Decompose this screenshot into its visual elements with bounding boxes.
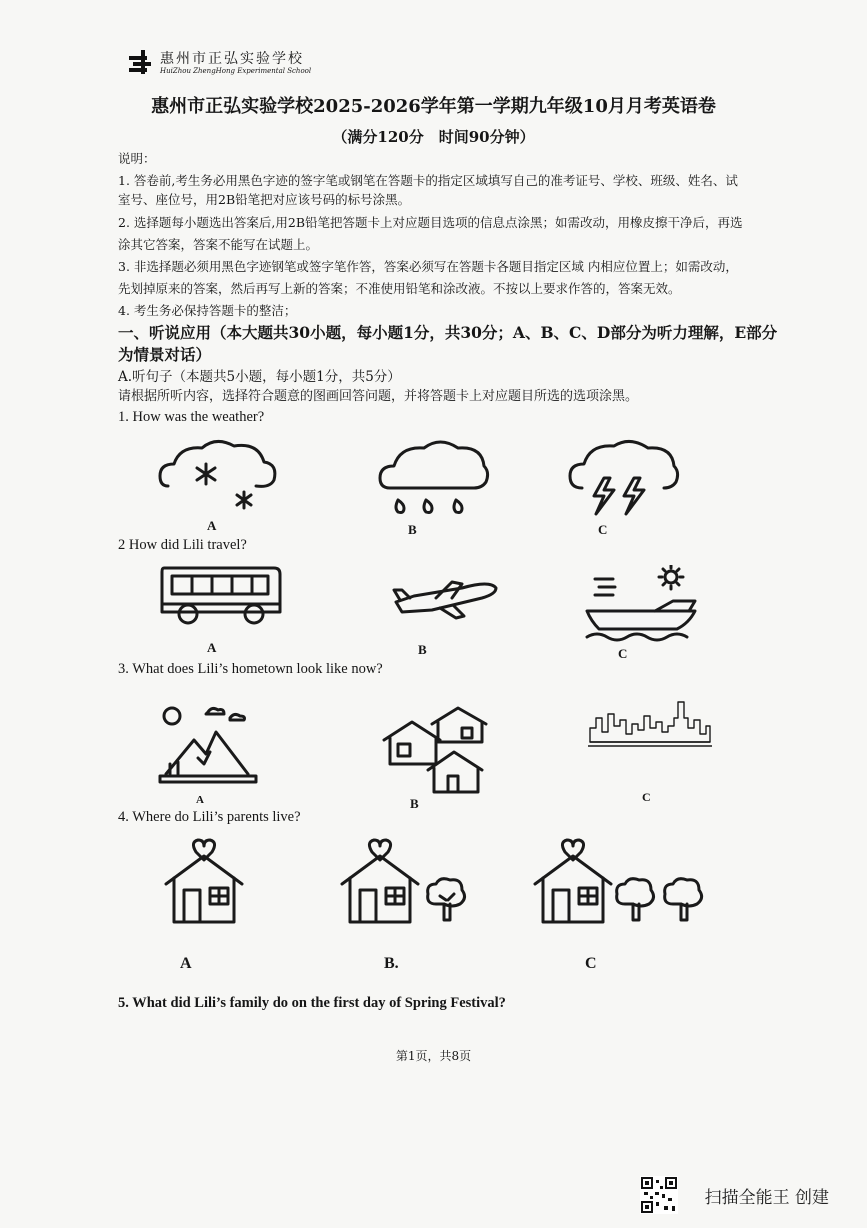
option-1a: A <box>207 518 217 533</box>
option-2b: B <box>418 642 427 657</box>
question-2: 2 How did Lili travel? <box>118 537 247 553</box>
school-logo-icon <box>127 48 157 76</box>
section-title: 一、听说应用（本大题共30小题，每小题1分，共30分；A、B、C、D部分为听力理解，E部分 <box>118 323 778 342</box>
bus-icon <box>158 564 282 626</box>
house-one-tree-icon <box>340 838 472 926</box>
school-name-cn: 惠州市正弘实验学校 <box>160 51 304 67</box>
house-two-trees-icon <box>533 838 709 926</box>
question-1: 1. How was the weather? <box>118 409 265 425</box>
mountain-icon <box>158 702 258 798</box>
house-icon <box>164 838 244 926</box>
thunder-cloud-icon <box>568 438 680 518</box>
question-3: 3. What does Lili’s hometown look like now? <box>118 661 383 677</box>
option-4b: B. <box>384 955 399 972</box>
option-3c: C <box>642 790 651 804</box>
section-title-cont: 为情景对话） <box>118 345 212 364</box>
village-houses-icon <box>382 706 490 794</box>
snow-cloud-icon <box>158 434 282 518</box>
instructions-heading: 说明： <box>118 151 156 166</box>
instruction-line: 3. 非选择题必须用黑色字迹钢笔或签字笔作答，答案必须写在答题卡各题目指定区域 内相应位置上；如需改动， <box>118 259 738 274</box>
city-skyline-icon <box>588 698 712 750</box>
option-2a: A <box>207 640 217 655</box>
instruction-line: 室号、座位号，用2B铅笔把对应该号码的标号涂黑。 <box>118 192 411 207</box>
option-3b: B <box>410 796 419 811</box>
part-a-heading: A.听句子（本题共5小题，每小题1分，共5分） <box>118 369 401 385</box>
option-4a: A <box>180 955 192 972</box>
instruction-line: 2. 选择题每小题选出答案后,用2B铅笔把答题卡上对应题目选项的信息点涂黑；如需改动，用橡皮擦干净后，再选 <box>118 215 743 230</box>
option-3a: A <box>196 794 204 806</box>
option-4c: C <box>585 955 597 972</box>
airplane-icon <box>392 578 500 620</box>
option-2c: C <box>618 646 628 661</box>
option-1c: C <box>598 522 608 537</box>
rain-cloud-icon <box>378 436 490 520</box>
part-a-instruction: 请根据所听内容，选择符合题意的图画回答问题，并将答题卡上对应题目所选的选项涂黑。 <box>118 389 639 404</box>
school-name-en: HuiZhou ZhengHong Experimental School <box>160 67 312 75</box>
question-5: 5. What did Lili’s family do on the first day of Spring Festival? <box>118 995 506 1011</box>
question-4: 4. Where do Lili’s parents live? <box>118 809 301 825</box>
qr-code-icon <box>640 1176 678 1214</box>
instruction-line: 4. 考生务必保持答题卡的整洁； <box>118 303 297 318</box>
option-1b: B <box>408 522 417 537</box>
instruction-line: 涂其它答案，答案不能写在试题上。 <box>118 237 319 252</box>
exam-title: 惠州市正弘实验学校2025-2026学年第一学期九年级10月月考英语卷 <box>151 96 716 117</box>
ship-icon <box>585 565 701 643</box>
instruction-line: 1. 答卷前,考生务必用黑色字迹的签字笔或钢笔在答题卡的指定区域填写自己的准考证号、学校、班级、姓名、试 <box>118 173 738 188</box>
exam-subtitle: （满分120分 时间90分钟） <box>332 128 535 146</box>
scanner-watermark: 扫描全能王 创建 <box>704 1188 829 1208</box>
instruction-line: 先划掉原来的答案，然后再写上新的答案；不准使用铅笔和涂改液。不按以上要求作答的，答案无效。 <box>118 281 681 296</box>
page-number: 第1页，共8页 <box>395 1049 472 1063</box>
